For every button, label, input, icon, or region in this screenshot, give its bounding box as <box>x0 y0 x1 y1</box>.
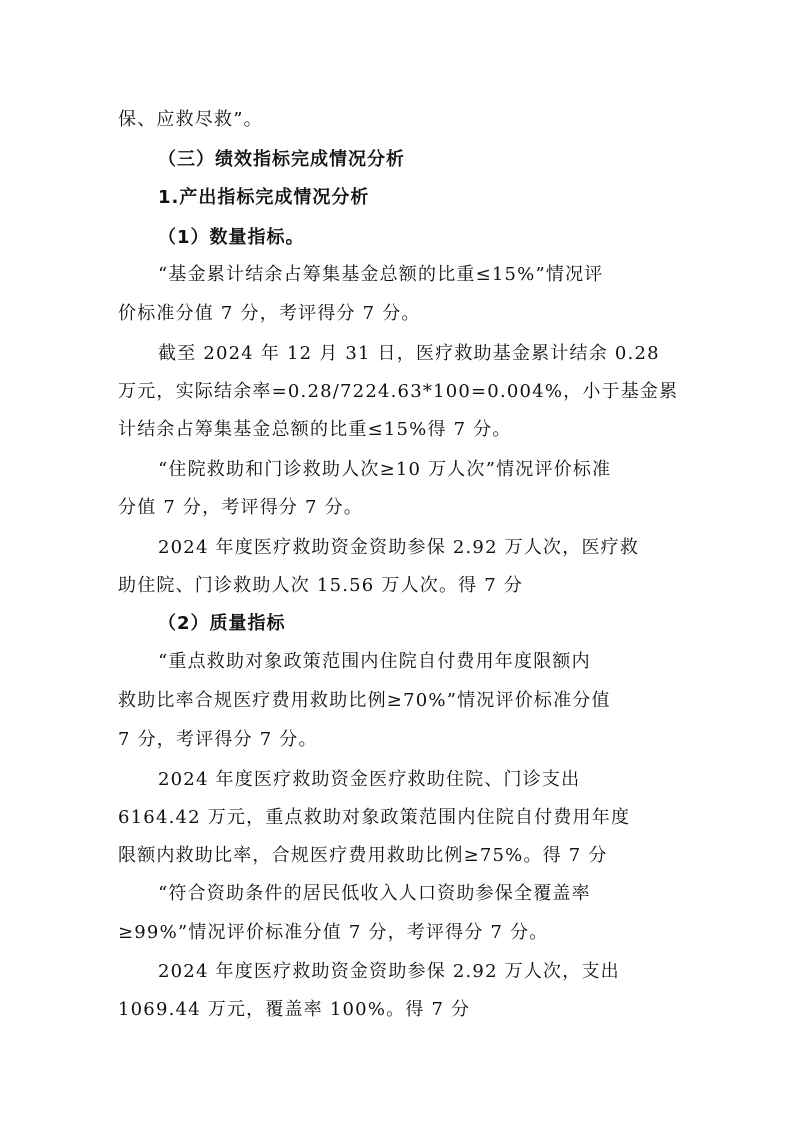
subsection-heading-output-indicators: 1.产出指标完成情况分析 <box>158 187 370 208</box>
subheading-quantity-indicators: （1）数量指标。 <box>158 227 305 248</box>
paragraph-line: 2024 年度医疗救助资金医疗救助住院、门诊支出 <box>158 769 581 790</box>
paragraph-line: 万元，实际结余率=0.28/7224.63*100=0.004%，小于基金累 <box>118 381 679 402</box>
section-heading-performance-analysis: （三）绩效指标完成情况分析 <box>158 149 405 170</box>
paragraph-line: “重点救助对象政策范围内住院自付费用年度限额内 <box>158 651 591 672</box>
paragraph-line: 2024 年度医疗救助资金资助参保 2.92 万人次，支出 <box>158 961 620 982</box>
paragraph-line: 计结余占筹集基金总额的比重≤15%得 7 分。 <box>118 419 512 440</box>
paragraph-line: 限额内救助比率，合规医疗费用救助比例≥75%。得 7 分 <box>118 845 608 866</box>
paragraph-line: 6164.42 万元，重点救助对象政策范围内住院自付费用年度 <box>118 807 631 828</box>
paragraph-line: 2024 年度医疗救助资金资助参保 2.92 万人次，医疗救 <box>158 537 640 558</box>
paragraph-line: 救助比率合规医疗费用救助比例≥70%”情况评价标准分值 <box>118 690 611 711</box>
paragraph-line: “符合资助条件的居民低收入人口资助参保全覆盖率 <box>158 883 591 904</box>
paragraph-line: “住院救助和门诊救助人次≥10 万人次”情况评价标准 <box>158 459 612 480</box>
text-line-continuation: 保、应救尽救”。 <box>118 109 263 130</box>
paragraph-line: 1069.44 万元，覆盖率 100%。得 7 分 <box>118 999 471 1020</box>
paragraph-line: 价标准分值 7 分，考评得分 7 分。 <box>118 303 421 324</box>
paragraph-line: ≥99%”情况评价标准分值 7 分，考评得分 7 分。 <box>118 922 549 943</box>
paragraph-line: 截至 2024 年 12 月 31 日，医疗救助基金累计结余 0.28 <box>158 343 660 364</box>
paragraph-line: “基金累计结余占筹集基金总额的比重≤15%”情况评 <box>158 264 604 285</box>
paragraph-line: 分值 7 分，考评得分 7 分。 <box>118 497 363 518</box>
subheading-quality-indicators: （2）质量指标 <box>158 613 286 634</box>
paragraph-line: 助住院、门诊救助人次 15.56 万人次。得 7 分 <box>118 575 524 596</box>
paragraph-line: 7 分，考评得分 7 分。 <box>118 729 318 750</box>
